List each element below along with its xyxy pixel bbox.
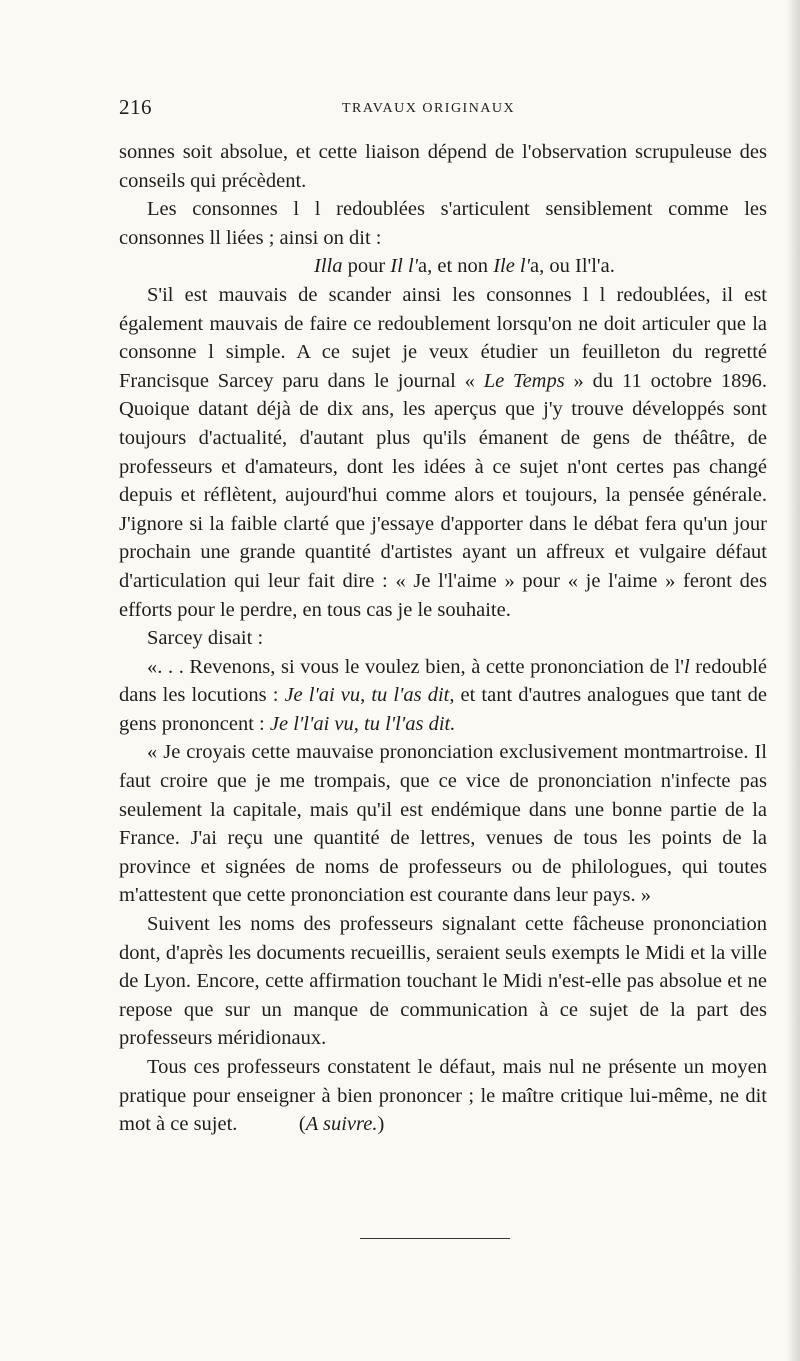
journal-title: Le Temps xyxy=(483,369,565,392)
paragraph-sarcey-intro: S'il est mauvais de scander ainsi les consonnes l l redoublées, il est également mauvais de faire ce redoublement lorsqu'on ne doit articuler que la consonne l simple. A ce sujet je veux étudier un feuilleton du regretté Francisque Sarcey paru dans le journal « Le Temps » du 11 octobre 1896. Quoique datant déjà de dix ans, les aperçus que j'y trouve développés sont toujours d'actualité, d'autant plus qu'ils émanent de gens de théâtre, de professeurs et d'amateurs, dont les idées à ce sujet n'ont certes pas changé depuis et réflètent, aujourd'hui comme alors et toujours, la pensée générale. J'ignore si la faible clarté que j'essaye d'apporter dans le débat fera qu'un jour prochain une grande quantité d'artistes ayant un affreux et vulgaire défaut d'articulation qui leur fait dire : « Je l'l'aime » pour « je l'aime » feront des efforts pour le perdre, en tous cas je le souhaite. xyxy=(119,283,767,621)
page-number: 216 xyxy=(119,95,152,119)
a-suivre: (A suivre.) xyxy=(298,1113,385,1136)
paragraph-sarcey-disait: Sarcey disait : xyxy=(147,627,264,650)
paragraph-quote-1: «. . . Revenons, si vous le voulez bien, à cette prononciation de l'l redoublé dans les locutions : Je l'ai vu, tu l'as dit, et tant d'autres analogues que tant de gens prononcent : Je l'l'ai vu, tu l'l'as dit. xyxy=(119,655,767,735)
paragraph-continuation: sonnes soit absolue, et cette liaison dépend de l'observation scrupuleuse des conseils qui précèdent. xyxy=(119,141,767,192)
example-line: Illa pour Il l'a, et non Ile l'a, ou Il'l'a. xyxy=(314,255,615,278)
paragraph-final: Tous ces professeurs constatent le défaut, mais nul ne présente un moyen pratique pour enseigner à bien prononcer ; le maître critique lui-même, ne dit mot à ce sujet. (A suivre.) xyxy=(119,1056,767,1136)
page-edge-shadow xyxy=(786,0,800,1361)
paragraph-consonnes: Les consonnes l l redoublées s'articulent sensiblement comme les consonnes ll liées ; ainsi on dit : xyxy=(119,198,767,249)
page-header xyxy=(119,95,767,125)
paragraph-professeurs: Suivent les noms des professeurs signalant cette fâcheuse prononciation dont, d'après les documents recueillis, seraient seuls exempts le Midi et la ville de Lyon. Encore, cette affirmation touchant le Midi n'est-elle pas absolue et ne repose que sur un manque de communication à ce sujet de la part des professeurs méridionaux. xyxy=(119,913,767,1050)
paragraph-quote-2: « Je croyais cette mauvaise prononciation exclusivement montmartroise. Il faut croire que je me trompais, que ce vice de prononciation n'infecte pas seulement la capitale, mais qu'il est endémique dans une bonne partie de la France. J'ai reçu une quantité de lettres, venues de tous les points de la province et signées de noms de professeurs ou de philologues, qui toutes m'attestent que cette prononciation est courante dans leur pays. » xyxy=(119,741,767,907)
end-rule xyxy=(360,1238,510,1239)
example-illa: Illa xyxy=(314,255,343,278)
body-text xyxy=(119,138,767,1139)
example-il-l: Il l' xyxy=(390,255,419,278)
running-head: TRAVAUX ORIGINAUX xyxy=(342,101,516,116)
example-ile-l: Ile l' xyxy=(493,255,531,278)
